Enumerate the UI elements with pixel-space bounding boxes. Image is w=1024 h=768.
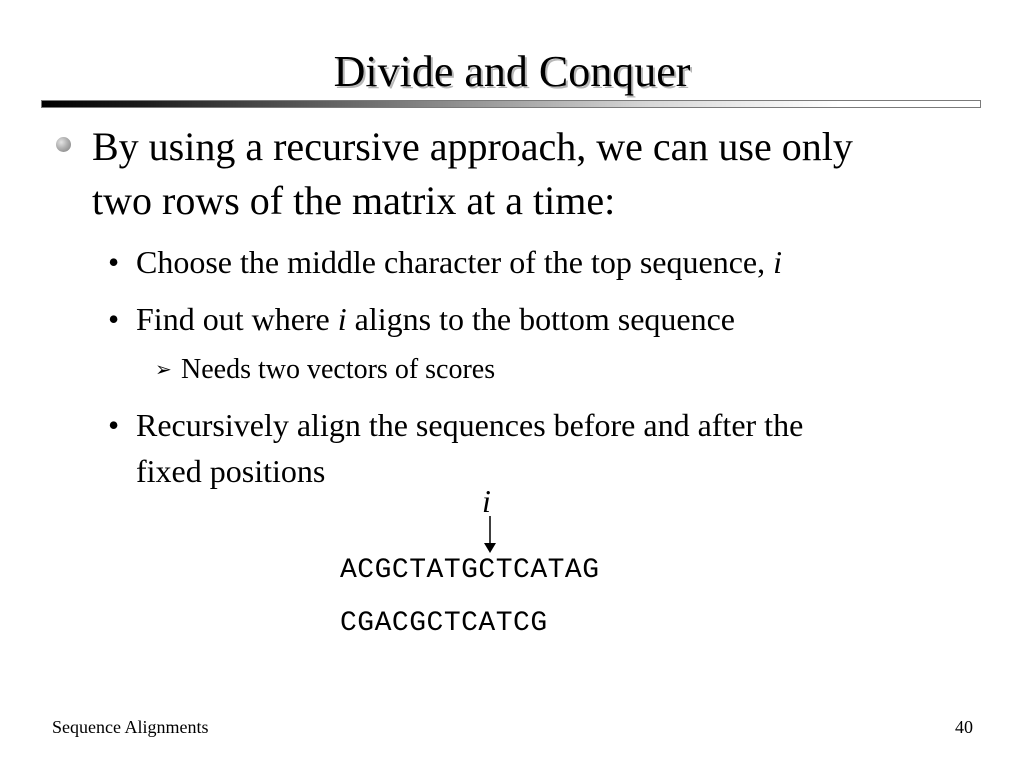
sub-bullet-1-var: i [773, 244, 782, 280]
title-rule [41, 100, 981, 108]
sub-bullet-3-line-2: fixed positions [136, 453, 326, 489]
sub-bullet-2-text-after: aligns to the bottom sequence [354, 301, 735, 337]
sub-sub-bullet-1: Needs two vectors of scores [181, 354, 496, 385]
main-bullet-icon [56, 137, 71, 152]
sub-bullet-1 [136, 239, 996, 285]
slide-title: Divide and Conquer [333, 47, 691, 96]
footer-title: Sequence Alignments [52, 717, 209, 737]
down-arrow-icon [480, 516, 500, 554]
main-bullet-line-2: two rows of the matrix at a time: [92, 178, 616, 223]
pointer-label: i [482, 483, 491, 519]
page-number: 40 [955, 717, 973, 737]
sub-bullet-2 [136, 296, 996, 342]
sub-bullet-2-marker: • [108, 301, 120, 337]
sub-sub-bullet-marker: ➢ [155, 359, 172, 381]
bottom-sequence: CGACGCTCATCG [340, 608, 548, 639]
sub-bullet-3-marker: • [108, 407, 120, 443]
top-sequence: ACGCTATGCTCATAG [340, 555, 600, 586]
sub-bullet-2-text-before: Find out where [136, 301, 330, 337]
sub-bullet-2-var: i [337, 301, 347, 337]
sub-bullet-3-line-1: Recursively align the sequences before and after the [136, 407, 804, 443]
sub-bullet-1-text: Choose the middle character of the top sequence, [136, 244, 766, 280]
main-bullet-line-1: By using a recursive approach, we can use only [92, 124, 853, 169]
sub-bullet-1-marker: • [108, 244, 120, 280]
